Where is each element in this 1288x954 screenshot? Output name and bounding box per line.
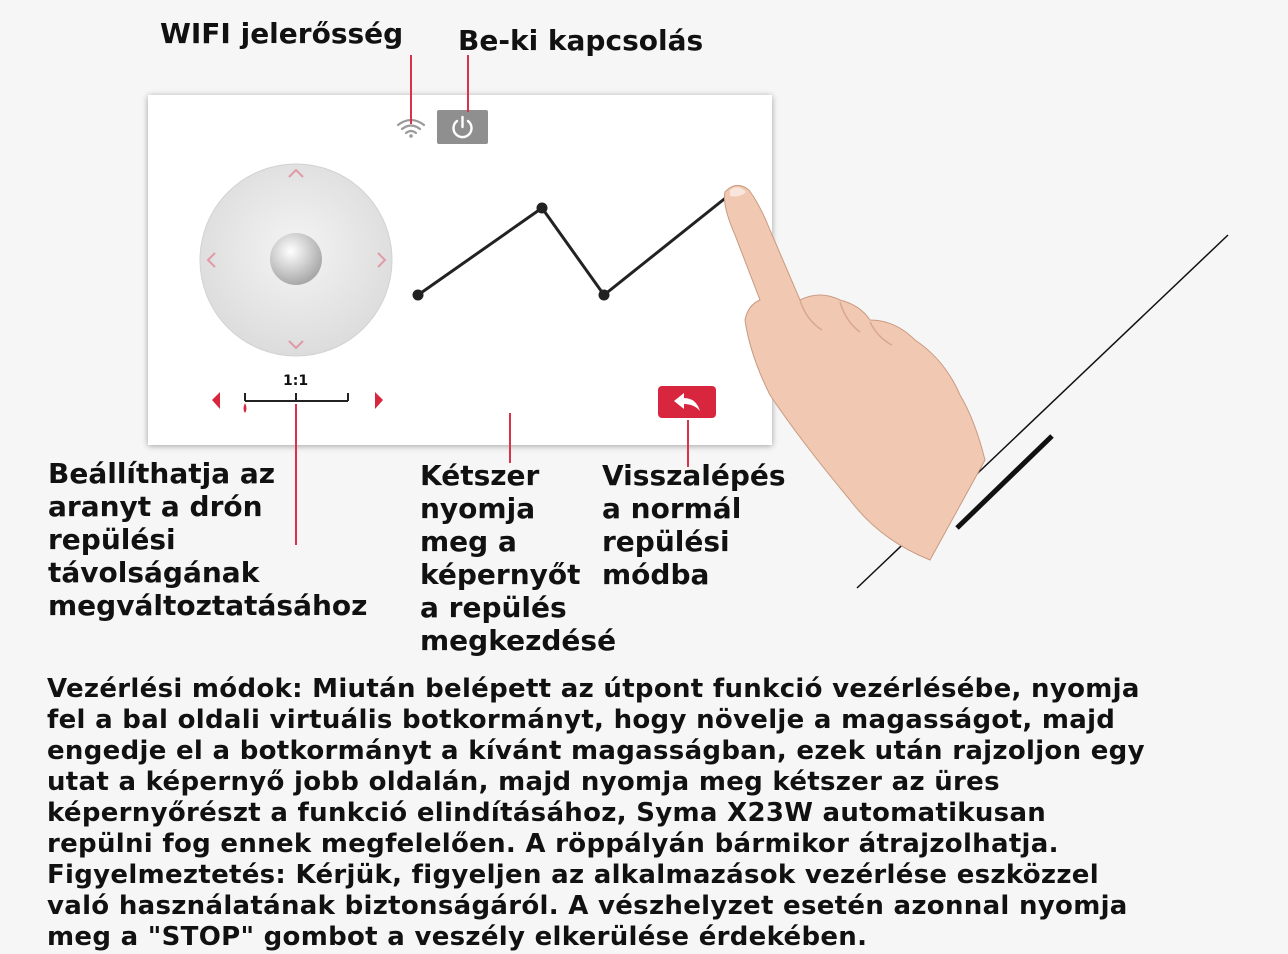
ratio-value: 1:1	[283, 373, 309, 389]
double-tap-label: Kétszer nyomja meg a képernyőt a repülés megkezdésé	[420, 459, 617, 657]
back-to-normal-label: Visszalépés a normál repülési módba	[602, 459, 786, 591]
control-mode-description: Vezérlési módok: Miután belépett az útpont funkció vezérlésébe, nyomja fel a bal oldali virtuális botkormányt, hogy növelje a magasságot, majd engedje el a botkormányt a kívánt magasságban, ezek után rajzoljon egy utat a képernyő jobb oldalán, majd nyomja meg kétszer az üres képernyőrészt a funkció elindításához, Syma X23W automatikusan repülni fog ennek megfelelően. A röppályán bármikor átrajzolhatja. Figyelmeztetés: Kérjük, figyeljen az alkalmazások vezérlése eszközzel való használatának biztonságáról. A vészhelyzet esetén azonnal nyomja meg a "STOP" gombot a veszély elkerülése érdekében.	[47, 674, 1145, 952]
wifi-strength-label: WIFI jelerősség	[160, 17, 404, 50]
power-toggle-label: Be-ki kapcsolás	[458, 24, 704, 57]
ratio-adjust-label: Beállíthatja az aranyt a drón repülési távolságának megváltoztatásához	[48, 457, 368, 622]
